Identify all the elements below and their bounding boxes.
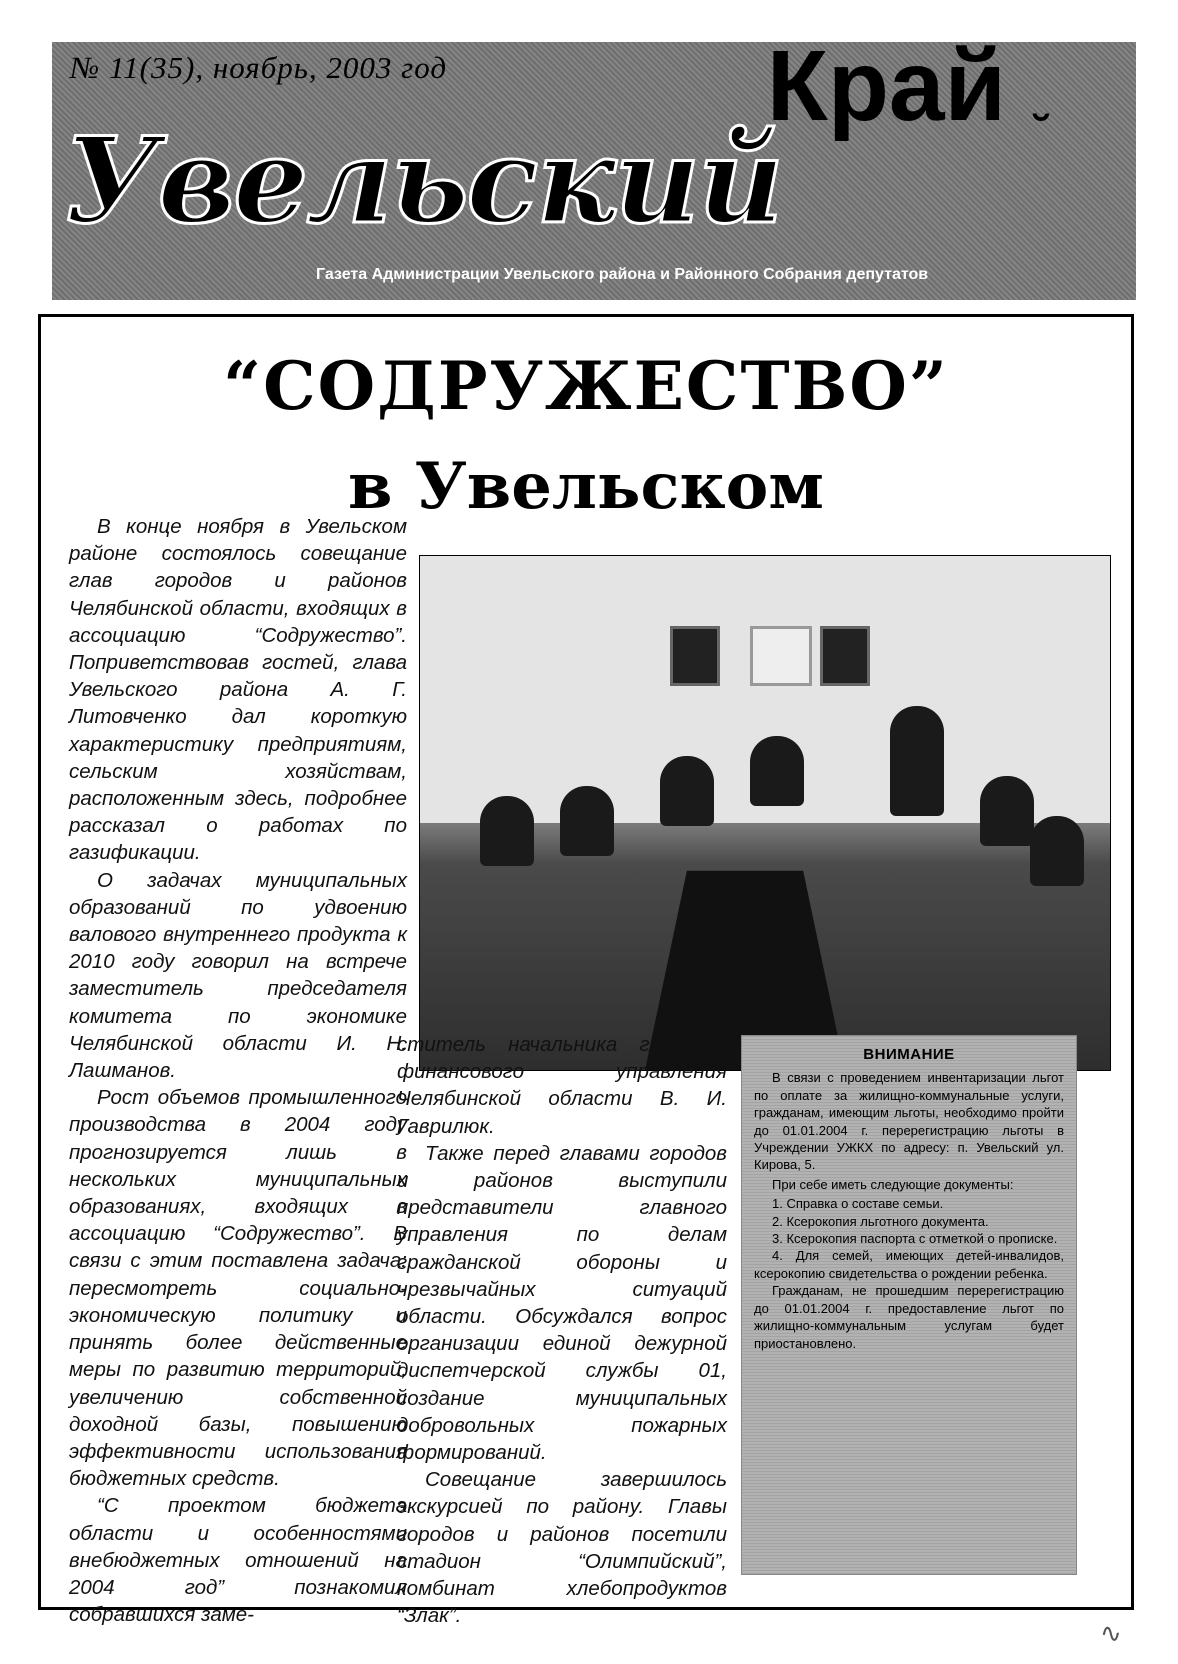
- photo-emblem-3: [820, 626, 870, 686]
- article-column-middle: [397, 1031, 727, 1629]
- title-swash-icon: ˘: [1034, 107, 1050, 160]
- photo-person: [890, 706, 944, 816]
- article-paragraph: Также перед главами городов и районов выступили представители главного управления по делам гражданской обороны и чрезвычайных ситуаций области. Обсуждался вопрос организации единой дежурной диспетчерской службы 01, создание муниципальных добровольных пожарных формирований.: [397, 1141, 727, 1465]
- margin-scribble-icon: ∿: [1100, 1618, 1122, 1648]
- article-paragraph: В конце ноября в Увельском районе состоялось совещание глав городов и районов Челябинской области, входящих в ассоциацию “Содружество”. Поприветствовав гостей, глава Увельского района А. Г. Литовченко дал короткую характеристику предприятиям, сельским хозяйствам, расположенным здесь, подробнее рассказал о работах по газификации.: [69, 515, 407, 865]
- notice-list-item: 3. Ксерокопия паспорта с отметкой о прописке.: [772, 1231, 1058, 1247]
- notice-list: [754, 1195, 1064, 1282]
- article-paragraph: “С проектом бюджета области и особенностями внебюджетных отношений на 2004 год” познакомил собравшихся заме-: [69, 1494, 407, 1627]
- article-paragraph: Совещание завершилось экскурсией по району. Главы городов и районов посетили стадион “Олимпийский”, комбинат хлебопродуктов “Злак”.: [397, 1468, 727, 1628]
- notice-list-item: 1. Справка о составе семьи.: [772, 1196, 944, 1212]
- headline-primary: “СОДРУЖЕСТВО”: [223, 347, 949, 425]
- notice-list-intro: При себе иметь следующие документы:: [772, 1176, 1014, 1192]
- article-frame: [38, 314, 1134, 1628]
- notice-title: ВНИМАНИЕ: [863, 1046, 955, 1063]
- photo-emblem-1: [670, 626, 720, 686]
- article-column-left: [69, 513, 407, 1628]
- notice-box: [741, 1035, 1077, 1575]
- notice-list-item: 4. Для семей, имеющих детей-инвалидов, ксерокопию свидетельства о рождении ребенка.: [754, 1248, 1064, 1281]
- meeting-photo: [419, 555, 1111, 1071]
- photo-person: [1030, 816, 1084, 886]
- notice-closing: Гражданам, не прошедшим перерегистрацию до 01.01.2004 г. предоставление льгот по жилищно-коммунальным услугам будет приостановлено.: [754, 1283, 1064, 1351]
- notice-intro: В связи с проведением инвентаризации льгот по оплате за жилищно-коммунальные услуги, гражданам, имеющим льготы, необходимо пройти до 01.01.2004 г. перерегистрацию льготы в Учреждении УЖКХ по адресу: п. Увельский ул. Кирова, 5.: [754, 1070, 1064, 1173]
- article-paragraph: О задачах муниципальных образований по удвоению валового внутреннего продукта к 2010 году говорил на встрече заместитель председателя комитета по экономике Челябинской области И. Н. Лашманов.: [69, 868, 407, 1083]
- photo-person: [480, 796, 534, 866]
- photo-person: [980, 776, 1034, 846]
- photo-person: [750, 736, 804, 806]
- headline-secondary: в Увельском: [348, 449, 824, 524]
- issue-line: № 11(35), ноябрь, 2003 год: [70, 50, 448, 85]
- masthead: [52, 30, 1136, 300]
- photo-emblem-2: [750, 626, 812, 686]
- title-top: Край: [766, 30, 1006, 142]
- article-paragraph: ститель начальника главного финансового управления Челябинской области В. И. Гаврилюк.: [397, 1033, 727, 1138]
- article-paragraph: Рост объемов промышленного производства в 2004 году прогнозируется лишь в нескольких муниципальных образованиях, входящих в ассоциацию “Содружество”. В связи с этим поставлена задача: пересмотреть социально-экономическую политику и принять более действенные меры по развитию территорий, увеличению собственной доходной базы, повышению эффективности использования бюджетных средств.: [69, 1086, 407, 1491]
- masthead-subtitle: Газета Администрации Увельского района и Районного Собрания депутатов: [316, 266, 929, 283]
- title-bottom: Увельский: [64, 111, 782, 250]
- photo-person: [660, 756, 714, 826]
- notice-list-item: 2. Ксерокопия льготного документа.: [772, 1213, 989, 1229]
- photo-person: [560, 786, 614, 856]
